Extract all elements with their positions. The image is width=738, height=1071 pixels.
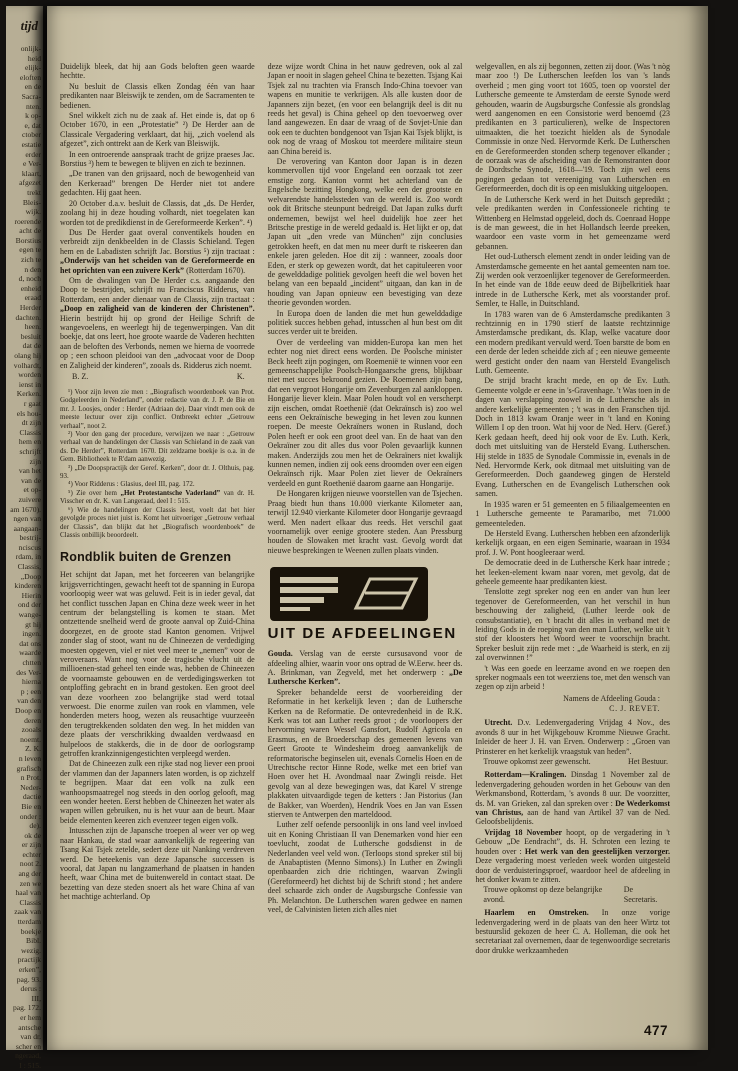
footnote: ¹) Voor zijn leven zie men : „Biografisch woordenboek van Prot. Godgeleerden in Nederland”, onder redactie van dr. J. P. de Bie en mr. J. Loosjes, onder : Herder (Adriaan de). Daar vindt men ook de meeste lectuur over zijn conflict. Ontbreekt echter „Getrouw verhaal”, noot 2. bbox=[60, 388, 255, 430]
author-initials-right: K. bbox=[236, 372, 245, 381]
footnote: ⁶) Wie de handelingen der Classis leest, voelt dat het hier gevolgde proces niet juist is. Komt het uitvoeriger „Getrouw verhaal der Classis”, dan blijkt dat het „Biografisch woordenboek” de Classis onbillijk beoordeelt. bbox=[60, 505, 255, 539]
paragraph: De verovering van Kanton door Japan is in dezen kommervollen tijd voor Engeland een oorzaak tot zeer ernstige zorg. Kanton vormt het achterland van de Engelsche bezitting Hongkong, welke een der grootste en welvarendste handelssteden van de wereld is. Zoo wordt ook dit Britsche steunpunt bedreigd. Dat Japan zulks durft ondernemen, bewijst wel heel duidelijk hoe zeer het Britsche prestige in de wereld gedaald is. Het lijkt er op, dat Japan uit „den vrede van München” zijn conclusies getrokken heeft, en dat men nu meer durft te riskeeren dan enkele jaren geleden. Hoe dit zij : wanneer, zooals door Eden, er sterk op gewezen wordt, dat het capituleeren voor de gewelddadige politiek gevolgen heeft die wel boven het belang van een bepaald „incident” uitgaan, dan kan in de houding van Japan opnieuw een bevestiging van deze theorie gevonden worden. bbox=[267, 157, 463, 308]
paragraph: Tenslotte zegt spreker nog een en ander van hun leer tegenover de Gereformeerden, van het verschil in hun beschouwing der zaligheid, (Luther leerde ook de consubstantiatie), en 't bracht dit alles in verband met de leiding Gods in de roeping van den man Luther, welke uit 't stof der kloosters het Woord weer te voorschijn bracht. Spreker besluit zijn rede met : „de Waarheid is sterk, en zij zal overwinnen !” bbox=[475, 587, 671, 663]
signature-line: Namens de Afdeeling Gouda : bbox=[563, 693, 661, 703]
paragraph: In 1783 waren van de 6 Amsterdamsche predikanten 3 rechtzinnig en in 1790 stierf de laatste rechtzinnige Amsterdamsche predikant, ds. Klap, welke vacature door een modern predikant vervuld werd. Toen barstte de bom en een derde der leden scheidde zich af ; een nieuwe gemeente werd gesticht onder den naam van Hersteld Evangelisch Luth. Gemeente. bbox=[475, 309, 671, 375]
paragraph: In een ontroerende aanspraak tracht de grijze praeses Jac. Borstius ³) hem te bewegen te blijven en zich te bezinnen. bbox=[60, 149, 255, 169]
paragraph: Dat de Chineezen zulk een rijke stad nog liever een prooi der vlammen dan der Japanners laten worden, is op zichzelf te begrijpen. Maar dat een volk na zulk een wanhoopsmaatregel nog steeds in den oorlog gelooft, mag een wonder heeten. Eerst hebben de Chineezen het water als wapen willen gebruiken, nu is het vuur aan de beurt. Maar beide elementen keeren zich evenzeer tegen eigen volk. bbox=[60, 759, 255, 825]
paragraph: De Hersteld Evang. Lutherschen hebben een afzonderlijk kerkelijk orgaan, en een eigen Seminarie, waaraan in 1934 prof. J. W. Pont hoogleeraar werd. bbox=[475, 528, 671, 557]
section-haarlem: Haarlem en Omstreken. In onze vorige ledenvergadering werd in de plaats van den heer Wirtz tot bestuurslid gekozen de heer C. A. Holleman, die ook het secretariaat zal overnemen, daar de tegenwoordige secretaris door drukke werkzaamheden bbox=[475, 908, 671, 955]
footnote: ²) Voor den gang der procedure, verwijzen we naar : „Getrouw verhaal van de handelingen der Classis van Schieland in de zaak van ds. De Herder”, Rotterdam 1670. Dit zeldzame boekje is o.a. in de Gem. Bibliotheek te R'dam aanwezig. bbox=[60, 430, 255, 464]
previous-page-edge bbox=[6, 6, 43, 1070]
margin-header-fragment: tijd bbox=[20, 18, 38, 33]
closing-right: Het Bestuur. bbox=[628, 757, 669, 767]
afdeelingen-heading: UIT DE AFDEELINGEN bbox=[267, 625, 457, 643]
paragraph: welgevallen, en als zij begonnen, zetten zij door. (Was 't nòg maar zoo !) De Lutherschen leefden los van 's lands overheid ; men ging voort tot 1605, toen op voorstel der Luthersche gemeente te Amsterdam de eerste Synode werd gehouden, waarin de Augsburgsche Confessie als grondslag werd aangenomen en een Consistorie werd benoemd (23 predikanten en 3 particulieren), welke de Inspectoren uitmaakten, die het toezicht hielden als de Synodale Commissie in onze Ned. Hervormde Kerk. De Lutherschen en de Gereformeerden stonden scherp tegenover elkander ; de oorzaak was de afscheiding van de Remonstranten door de Dordtsche Synode, 1618—'19. Toch zijn wel eens pogingen gedaan tot vereeniging van Lutherschen en Gereformeerden, doch dit is op een mislukking uitgeloopen. bbox=[475, 62, 671, 194]
article-initials bbox=[60, 371, 255, 382]
utrecht-closing-line bbox=[475, 757, 670, 766]
paragraph: In de Luthersche Kerk werd in het Duitsch gepredikt ; vele predikanten werden in Confessioneele richting te Wittenberg en Helmstad opgeleid, doch ds. Coenraad Hoppe is de man geweest, die in het Hollandsch leerde preeken, waardoor een vaste vorm in het gemeenzame werd gebannen. bbox=[475, 194, 671, 251]
paragraph: Spreker behandelde eerst de voorbereiding der Reformatie in het kerkelijk leven ; dan de Luthersche Kerken na de Reformatie. De ontevredenheid in de R.K. Kerk was tot aan Luther reeds groot ; de voorloopers der hervorming waren Wessel Gansfort, Rudolf Agricola en Erasmus, en de Broederschap des gemeenen levens van Geert Groote te Windesheim droeg aanvankelijk de reformatorische beginselen uit, evenals Cornelis Hoen en de Utrechtsche rector Hinne Rode, welke met een brief van Hoen over het H. Avondmaal naar Zwingli reisde. Het gevolg van al deze bewegingen was, dat Karel V strenge plakkaten uitvaardigde tegen de ketters : Jan Pistorius (Jan de Bakker, van Woerden), Hendrik Voes en Jan van Essen stierven te Antwerpen den marteldood. bbox=[267, 687, 463, 820]
paragraph: 't Was een goede en leerzame avond en we roepen den spreker nogmaals een tot weerziens toe, met den wensch van zegen op zijn arbeid ! bbox=[475, 663, 671, 692]
author-initials-left: B. Z. bbox=[72, 372, 89, 381]
closing-left: Trouwe opkomst op deze belangrijke avond. bbox=[483, 885, 603, 904]
paragraph: De strijd bracht kracht mede, en op de Ev. Luth. Gemeente volgde er eene in 's-Gravenhage. 't Was toen in de dagen van verslapping zoowel in de Luthersche als in andere kerkelijke gemeenten ; 't was in den Franschen tijd. Doch in 1813 kwam Oranje weer in 't land en Koning Willem I op den troon. Wat hij voor de Ned. Herv. (Geref.) Kerk gedaan heeft, deed hij ook voor de Ev. Luth. Kerk, doch met uitsluiting van de Hersteld Evang. Lutherschen. Hij stelde in 1835 de Synodale Commissie in, evenals in de Ned. Hervormde Kerk, ook ditmaal met uitsluiting van de Gereformeerden. Doch gaandeweg gingen de Hersteld Evang. Lutherschen en de Evangelisch Lutherschen ook samen. bbox=[475, 376, 671, 499]
paragraph: De Hongaren krijgen nieuwe voorstellen van de Tsjechen. Praag biedt hun thans 10.000 vierkante Kilometer aan, terwijl 12.940 vierkante Kilometer door Hongarije gevraagd werd. Men nadert elkaar dus reeds. Het verschil gaat voornamelijk over eenige grootere steden. Aan Pressburg houden de Slowaken met kracht vast. Gevolg wordt dat nieuwe besprekingen te Weenen zullen plaats vinden. bbox=[267, 489, 463, 555]
paragraph: „De tranen van den grijsaard, noch de bewogenheid van den Kerkeraad” brengen De Herder niet tot andere gedachten. Hij gaat heen. bbox=[60, 169, 255, 198]
paragraph: Het schijnt dat Japan, met het forceeren van belangrijke krijgsverrichtingen, gewacht heeft tot de spanning in Europa voorloopig weer wat was geluwd. Feit is in ieder geval, dat het conflict tusschen Japan en China deze week weer in het centrum der belangstelling is komen te staan. Met ontzettende snelheid werd de groote aanval op Zuid-China doorgezet, en de groote stad Kanton genomen. Vrijwel zonder slag of stoot, want nu de Chineezen de verdediging moesten opgeven, viel er niet veel meer te „nemen” voor de veroveraars. Want nog voor de tragische vlucht uit de millioenen-stad geheel ten einde was, hebben de Chineezen de voornaamste gebouwen en de verdedigingswerken tot ontploffing gebracht en in brand gestoken. Een groot deel van deze voorheen zoo belangrijke stad werd totaal verwoest. Die enorme zuilen van rook en vlammen, vele honderden meters hoog, wezen als reusachtige vuurzeeën den terugtrekkenden soldaten den weg. In het midden van deze plaats der verschrikking dwaalden verdwaasd en hulpeloos de stakkerds, die in de door de oorlogsramp getroffen krankzinnigengestichten verpleegd werden. bbox=[60, 570, 255, 759]
paragraph: Nu besluit de Classis elken Zondag één van haar predikanten naar Bleiswijk te zenden, om de Sacramenten te bedienen. bbox=[60, 81, 255, 110]
paragraph: deze wijze wordt China in het nauw gedreven, ook al zal Japan er nooit in slagen geheel China te bezetten. Tsjang Kai Tsjek zal nu trachten via Fransch Indo-China toevoer van wapens en munitie te verkrijgen. Als alle kusten door de Japanners zijn bezet, (en voor een belangrijk deel is dit nu reeds het geval) is China geheel op den toevoerweg over land aangewezen. En daar de vraag of de Sovjet-Unie dan ook een te duchten bondgenoot van Tsjan Kai Tsjek blijkt, is ook nog de vraag of Moskou tot meerdere militaire steun aan China bereid is. bbox=[267, 62, 463, 156]
paragraph: Dus De Herder gaat overal conventikels houden en verbreidt zijn denkbeelden in de Classis Schieland. Tegen hem en de Labadisten schrijft Jac. Borstius ⁵) zijn tractaat : „Onderwijs van het scheiden van de Gereformeerde en het oprichten van een zuivere Kerk” (Rotterdam 1670). bbox=[60, 227, 255, 275]
paragraph: Snel wikkelt zich nu de zaak af. Het einde is, dat op 6 October 1670, in een „Protestatie” ²) De Herder aan de Classicale Vergadering verklaart, dat hij, „zich voelend als afgezet”, zich onttrekt aan de Kerk van Bleiswijk. bbox=[60, 111, 255, 149]
column-3 bbox=[475, 62, 670, 1036]
paragraph: Duidelijk bleek, dat hij aan Gods beloften geen waarde hechtte. bbox=[60, 62, 255, 81]
section-rotterdam-kralingen: Rotterdam—Kralingen. Dinsdag 1 November zal de ledenvergadering gehouden worden in het Gebouw van den Werkmansbond, Rotterdam, 's avonds 8 uur. De voorzitter, ds. M. van Grieken, zal dan spreken over : De Wederkomst van Christus, aan de hand van Artikel 37 van de Ned. Geloofsbelijdenis. bbox=[475, 770, 671, 827]
paragraph: Over de verdeeling van midden-Europa kan men het echter nog niet direct eens worden. De Poolsche minister Beck heeft zijn pogingen, om Roemenië te winnen voor een gemeenschappelijke Poolsch-Hongaarsche grens, blijkbaar niet met succes bekroond gezien. De Roemenen zijn bang, dat een vergroot Hongarije om Zevenburgen zal aankloppen. Hongarije liever klein. Maar Polen houdt vol en verscherpt zijn eischen, omdat Roethenië (dat Oekraïnsch is) zoo wel eens een Oekraïnische beweging in het leven zou kunnen roepen. De meeste Oekraïners wonen in Rusland, doch Polen heeft er ook een groot deel van. En de haat van den Oekraïner zou dit alles dus voor Polen gevaarlijk kunnen maken. Anderzijds zou men het de Oekraïners niet kwalijk kunnen nemen, indien zij ook eens droomden over een eigen Oekraïnsch rijk. Maar Polen ziet liever de Oekraïners verdeeld en gunt Roethenië daarom gaarne aan Hongarije. bbox=[267, 337, 463, 488]
afdeelingen-logo-icon bbox=[270, 567, 428, 621]
closing-right: De Secretaris. bbox=[623, 885, 658, 904]
paragraph: De democratie deed in de Luthersche Kerk haar intrede ; het leeken-element kwam naar voren, met gevolg, dat de geheele gemeente haar predikanten kiest. bbox=[475, 558, 671, 586]
paragraph: Om de dwalingen van De Herder c.s. aangaande den Doop te bestrijden, schrijft nu Franciscus Ridderus, van Rotterdam, een ander dienaar van de Classis, zijn tractaat : „Doop en zaligheid van de kinderen der Christenen”. Hierin bestrijdt hij op grond der Heilige Schrift de wangevoelens, en weerlegt hij de tegenwerpingen. Van dit boekje, dat ons leert, hoe groote waarde de Vaderen hechtten aan de beloften des Verbonds, nemen we hierna de voorrede op ; een schoon pleidooi van den „advocaat voor de Doop en Zaligheid der kinderen”, zooals ds. Ridderus zich noemt. bbox=[60, 275, 255, 370]
column-1 bbox=[60, 62, 255, 1036]
gouda-signature bbox=[475, 694, 670, 714]
margin-text-fragments: onlijk- heid elijk- eloften en de Sacra- nten. k op- e, dat ctober estatie erder e Ver- klaart, afgezet trekt Bleis- wijk. roerende acht de Borstius egen te zich te n den d, noch enheid eraad Herder dachten. heen. besluit dat de olang hij volhardt, worden ienst in Kerken. r gaat els hou- dt zijn Classis hem en schrijft zijn van het van de et op- zuivere am 1670). ngen van aangaan- bestrij- nciscus rdam, in Classis, „Doop kinderen Hierin ond der wange- gt hij ingen. dat ons waarde chtten des Ver- hierna p ; een van den Doop en deren zooals noemt. Z. K. n leven grafisch n Prot. Neder- dactie Bie en onder : de). ok de er zijn echter noot 2. ang der zen we haal van Classis zaak van tterdam boekje Bibl. wezig. practijk erken”, pag. 93. derus : III, pag. 172. er hem antsche van dr. scher en ngeraad, I : 515. bbox=[10, 44, 41, 1070]
footnote: ⁵) Zie over hem „Het Protestantsche Vaderland” van dr. H. Visscher en dr. K. van Langeraad, deel I : 515. bbox=[60, 488, 255, 506]
paragraph: Luther zelf oefende persoonlijk in ons land veel invloed uit en Koning Christiaan II van Denemarken vond hier een toevlucht, zoodat de Luthersche godsdienst in de Nederlanden veel veld won. (Terloops stond spreker stil bij de Anabaptisten (Menno Simons).) In Luther en Zwingli openbaarden zich drie richtingen, waarvan Zwingli (Gereformeerd) het dichtst bij de Schrift stond ; het andere deel schaarde zich onder de Augsburgsche Confessie van Ph. Melanchton. De Lutherschen waren gedwee en namen veel, de Calvinisten lieten zich alles niet bbox=[267, 820, 463, 915]
paragraph: In Europa doen de landen die met hun gewelddadige politiek succes hebben gehad, intusschen al hun best om dit succes verder uit te breiden. bbox=[267, 308, 463, 337]
paragraph: Intusschen zijn de Japansche troepen al weer ver op weg naar Hankau, de stad waar aanvankelijk de regeering van Tsang Kai Tsjek zetelde, sedert deze uit Nanking verdreven werd. De beteekenis van deze Japansche successen is vooral, dat Japan nu langzamerhand de plaatsen in handen heeft, waar China met de buitenwereld in contact staat. De bezetting van deze steden snoert als het ware China af van het machtige achterland. Op bbox=[60, 826, 255, 902]
signature-name: C. J. REVET. bbox=[609, 703, 661, 713]
paragraph: 20 October d.a.v. besluit de Classis, dat „ds. De Herder, zoolang hij in deze houding volhardt, niet toegelaten kan worden tot de predikdienst in de Gereformeerde Kerken”. ⁴) bbox=[60, 198, 255, 227]
closing-left: Trouwe opkomst zeer gewenscht. bbox=[483, 757, 591, 767]
columns bbox=[47, 6, 708, 1050]
column-2 bbox=[268, 62, 463, 1036]
rotterdam-closing-line bbox=[475, 885, 670, 904]
paragraph: In 1935 waren er 51 gemeenten en 5 filiaalgemeenten en 1 Luthersche gemeente te Paramaribo, met 71.000 gemeenteleden. bbox=[475, 499, 671, 528]
footnote: ³) „De Doopspractijk der Geref. Kerken”, door dr. J. Olthuis, pag. 93. bbox=[60, 463, 255, 481]
section-heading: Rondblik buiten de Grenzen bbox=[60, 550, 232, 565]
footnote: ⁴) Voor Ridderus : Glasius, deel III, pag. 172. bbox=[68, 480, 195, 489]
footnotes bbox=[60, 388, 255, 539]
paragraph: Gouda. Verslag van de eerste cursusavond voor de afdeeling alhier, waarin voor ons optrad de W.Eerw. heer ds. A. Brinkman, van Zegveld, met het onderwerp : „De Luthersche Kerken”. bbox=[267, 649, 463, 687]
paragraph: Het oud-Luthersch element zendt in onder leiding van de Amsterdamsche gemeente en het aantal gemeenten nam toe. Zij werden ook verzoenlijker tegenover de Gereformeerden. In het einde van de 18de eeuw deed de Bijbelkritiek haar intrede in de Luthersche Kerk, met als voorstander prof. Semler, te Halle, in Duitschland. bbox=[475, 252, 671, 309]
page-number: 477 bbox=[643, 1023, 668, 1038]
section-utrecht: Utrecht. D.v. Ledenvergadering Vrijdag 4 Nov., des avonds 8 uur in het Wijkgebouw Kromme Nieuwe Gracht. Inleider de heer J. H. van Erven. Onderwerp : „Groen van Prinsterer en het kerkelijk vraagstuk van heden”. bbox=[475, 718, 671, 756]
newspaper-page bbox=[47, 6, 708, 1050]
section-rotterdam-kralingen-2: Vrijdag 18 November hoopt, op de vergadering in 't Gebouw „De Eendracht”, ds. H. Schroten een lezing te houden over : Het werk van den geestelijken verzorger. Deze vergadering moest verleden week worden uitgesteld door de verduisteringsproef, waardoor heel de afdeeling in het donker kwam te zitten. bbox=[475, 827, 671, 884]
